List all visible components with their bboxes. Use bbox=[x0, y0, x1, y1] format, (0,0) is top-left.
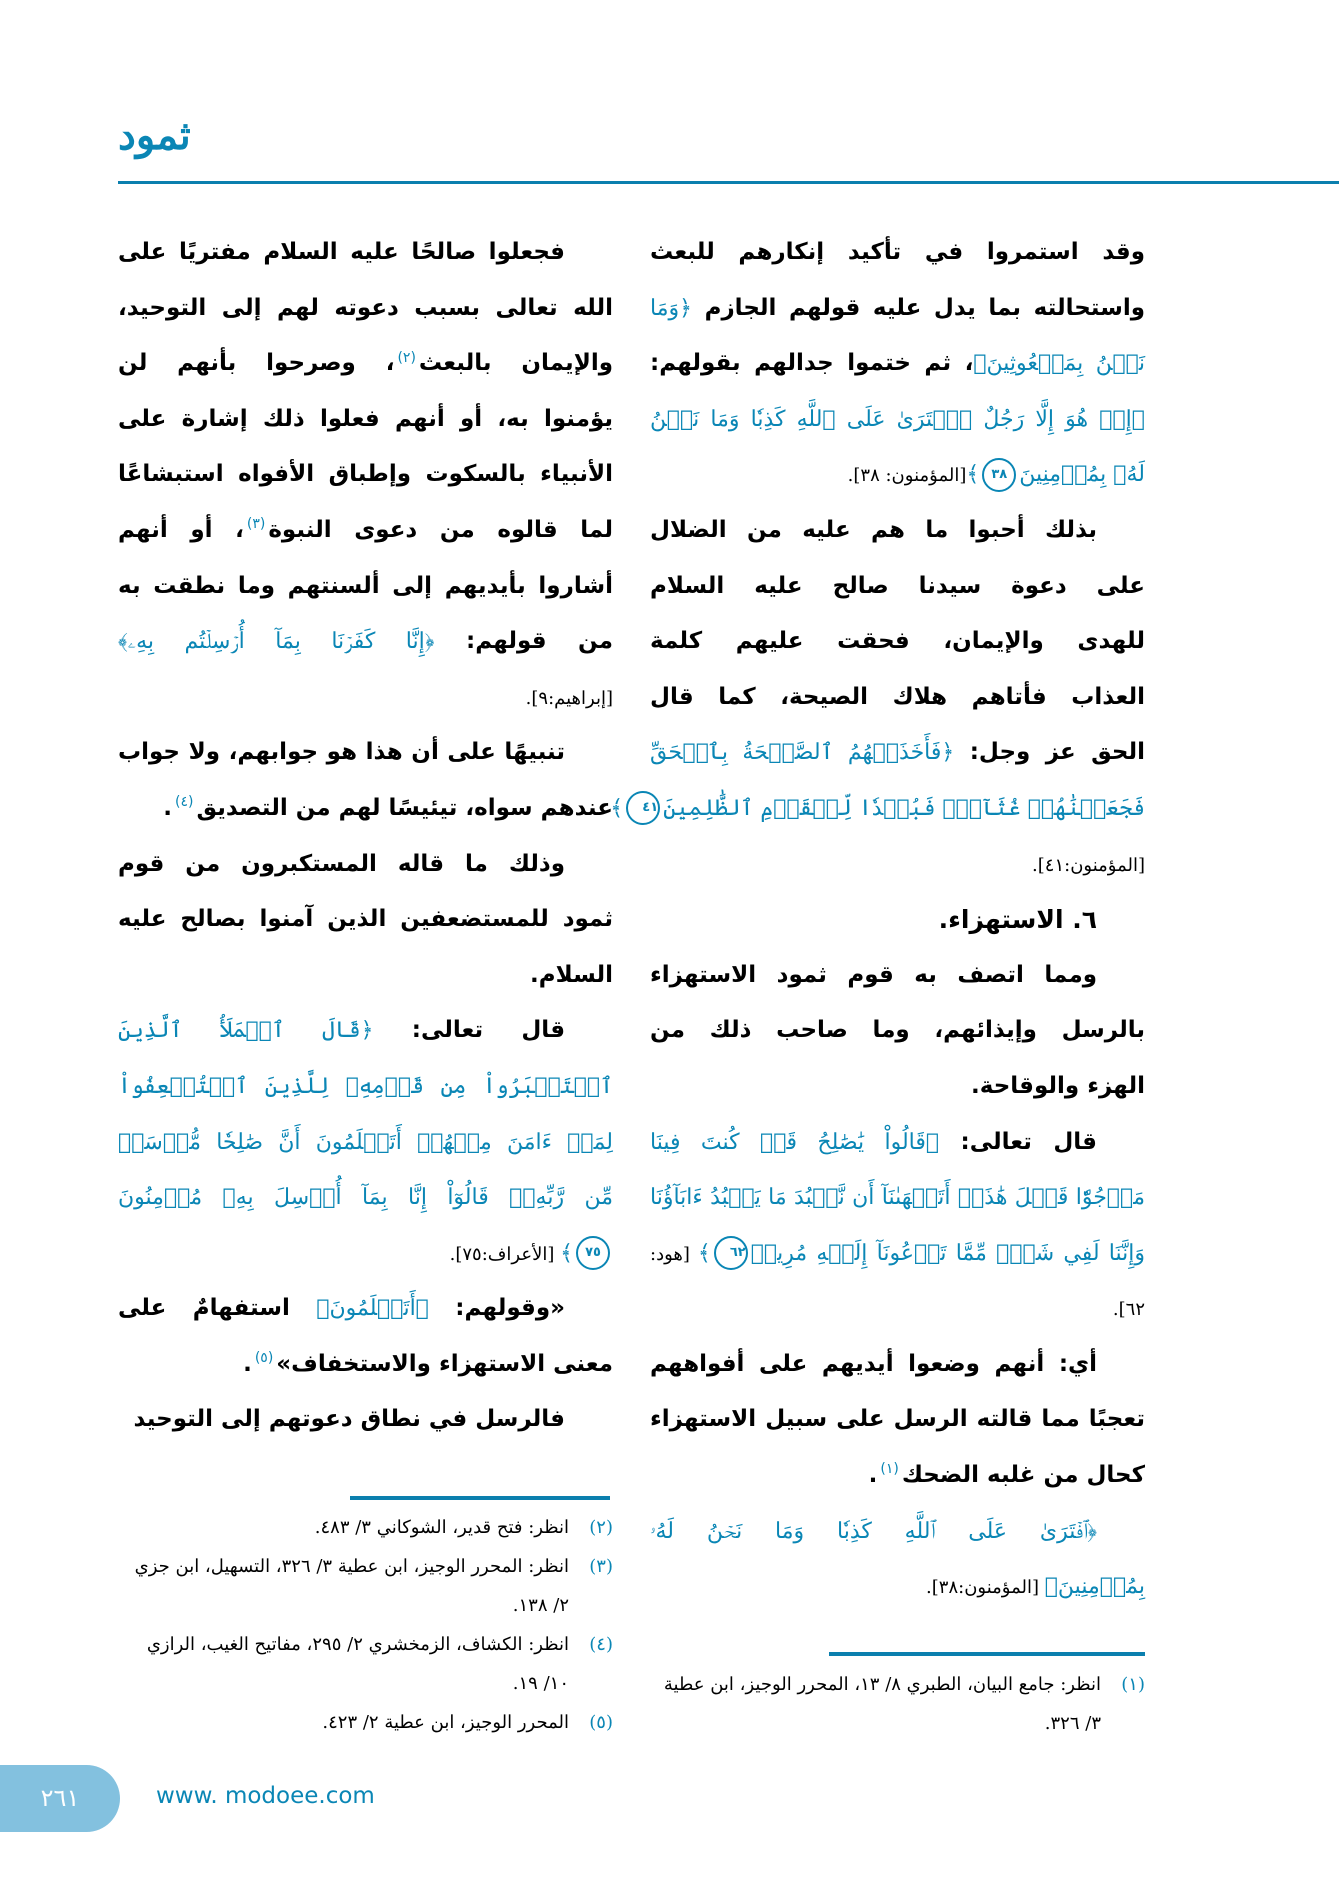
footnotes-left bbox=[118, 1508, 613, 1742]
body-text: فجعلوا صالحًا عليه السلام مفتريًا على bbox=[118, 239, 565, 265]
body-text: وقد استمروا في تأكيد إنكارهم للبعث bbox=[650, 239, 1145, 265]
text-line bbox=[650, 1281, 1145, 1337]
body-text: ، ثم ختموا جدالهم بقولهم: bbox=[650, 350, 974, 377]
text-line bbox=[650, 1559, 1145, 1615]
quran-verse: ﴿قَالَ ٱلۡمَلَأُ ٱلَّذِينَ bbox=[118, 1018, 374, 1044]
body-text: معنى الاستهزاء والاستخفاف» bbox=[276, 1350, 613, 1377]
header-divider bbox=[118, 181, 1339, 184]
text-line bbox=[118, 1281, 613, 1337]
body-text: لما قالوه من دعوى النبوة bbox=[268, 516, 613, 543]
text-line bbox=[650, 1115, 1145, 1171]
quran-verse: ﴾ bbox=[610, 795, 624, 821]
quran-verse: نَحۡنُ بِمَبۡعُوثِينَ﴾ bbox=[973, 351, 1145, 377]
body-text: قال تعالى: bbox=[373, 1017, 566, 1044]
footnote-marker[interactable]: (٣) bbox=[246, 516, 266, 533]
text-line bbox=[118, 1337, 613, 1393]
body-text: العذاب فأتاهم هلاك الصيحة، كما قال bbox=[650, 683, 1145, 710]
text-line bbox=[650, 1226, 1145, 1282]
body-text: أشاروا بأيديهم إلى ألسنتهم وما نطقت به bbox=[118, 572, 613, 599]
quran-verse: مَرۡجُوّٗا قَبۡلَ هَٰذَآۖ أَتَنۡهَىٰنَآ أَن نَّعۡبُدَ مَا يَعۡبُدُ ءَابَآؤُنَا bbox=[650, 1185, 1145, 1211]
footnote bbox=[118, 1508, 613, 1547]
quran-verse: وَإِنَّنَا لَفِي شَكّٖ مِّمَّا تَدۡعُونَآ إِلَيۡهِ مُرِيبٖ bbox=[750, 1240, 1145, 1266]
body-text: الله تعالى بسبب دعوته لهم إلى التوحيد، bbox=[118, 294, 613, 321]
text-line bbox=[118, 392, 613, 448]
quran-verse: ٱسۡتَكۡبَرُواْ مِن قَوۡمِهِۦ لِلَّذِينَ ٱسۡتُضۡعِفُواْ bbox=[118, 1073, 613, 1099]
text-line bbox=[118, 1392, 613, 1448]
text-line bbox=[650, 670, 1145, 726]
body-text: تعجبًا مما قالته الرسل على سبيل الاستهزاء bbox=[650, 1406, 1145, 1433]
body-text: قال تعالى: bbox=[939, 1128, 1097, 1155]
text-line bbox=[118, 1226, 613, 1282]
footnote-text: انظر: جامع البيان، الطبري ٨/ ١٣، المحرر الوجيز، ابن عطية ٣/ ٣٢٦. bbox=[663, 1674, 1101, 1734]
verse-reference: [المؤمنون:٤١]. bbox=[1032, 854, 1145, 876]
footnote-divider-left bbox=[350, 1496, 610, 1500]
body-text: ، أو أنهم bbox=[118, 516, 244, 543]
quran-verse: ﴿فَأَخَذَتۡهُمُ ٱلصَّيۡحَةُ بِٱلۡحَقِّ bbox=[650, 740, 955, 766]
footnote bbox=[118, 1703, 613, 1742]
body-text: فالرسل في نطاق دعوتهم إلى التوحيد bbox=[133, 1406, 565, 1433]
body-text: تنبيهًا على أن هذا هو جوابهم، ولا جواب bbox=[118, 739, 565, 766]
text-line bbox=[118, 336, 613, 392]
verse-reference: ٦٢]. bbox=[1112, 1299, 1145, 1321]
text-line bbox=[118, 892, 613, 948]
footnote-text: انظر: المحرر الوجيز، ابن عطية ٣/ ٣٢٦، التسهيل، ابن جزي ٢/ ١٣٨. bbox=[134, 1556, 569, 1616]
text-line bbox=[650, 503, 1145, 559]
body-text: للهدى والإيمان، فحقت عليهم كلمة bbox=[650, 628, 1145, 655]
text-line bbox=[118, 614, 613, 670]
body-text: . bbox=[868, 1462, 878, 1489]
text-line bbox=[118, 670, 613, 726]
text-line bbox=[118, 225, 613, 281]
quran-verse: لَهُۥ بِمُؤۡمِنِينَ bbox=[1019, 462, 1145, 488]
text-line bbox=[118, 503, 613, 559]
ayah-number: ٣٨ bbox=[982, 458, 1016, 492]
body-text: الأنبياء بالسكوت وإطباق الأفواه استبشاعًا bbox=[118, 461, 613, 488]
quran-verse: ﴿قَالُواْ يَٰصَٰلِحُ قَدۡ كُنتَ فِينَا bbox=[650, 1129, 940, 1155]
text-line bbox=[650, 281, 1145, 337]
footnote-text: انظر: الكشاف، الزمخشري ٢/ ٢٩٥، مفاتيح الغيب، الرازي ١٠/ ١٩. bbox=[146, 1634, 569, 1694]
body-text: واستحالته بما يدل عليه قولهم الجازم bbox=[692, 294, 1145, 321]
quran-verse: ﴿وَمَا bbox=[650, 295, 693, 321]
body-text: . bbox=[243, 1350, 252, 1377]
text-line bbox=[650, 225, 1145, 281]
quran-verse: ﴿إِنَّا كَفَرۡنَا بِمَآ أُرۡسِلۡتُم بِهِۦ﴾ bbox=[118, 629, 435, 655]
body-text: الحق عز وجل: bbox=[954, 739, 1145, 766]
verse-reference: [هود: bbox=[650, 1243, 698, 1265]
quran-verse: فَجَعَلۡنَٰهُمۡ غُثَآءٗۚ فَبُعۡدٗا لِّلۡقَوۡمِ ٱلظَّٰلِمِينَ bbox=[663, 795, 1145, 821]
footnote-number: (٤) bbox=[589, 1634, 613, 1655]
text-line bbox=[650, 1448, 1145, 1504]
text-line bbox=[650, 1392, 1145, 1448]
quran-verse: ﴿ٱفۡتَرَىٰ عَلَى ٱللَّهِ كَذِبٗا وَمَا نَحۡنُ لَهُۥ bbox=[650, 1518, 1097, 1544]
website-link[interactable]: www. modoee.com bbox=[156, 1783, 375, 1809]
text-line bbox=[118, 1003, 613, 1059]
footnote-text: انظر: فتح قدير، الشوكاني ٣/ ٤٨٣. bbox=[314, 1517, 569, 1538]
quran-verse: لِمَنۡ ءَامَنَ مِنۡهُمۡ أَتَعۡلَمُونَ أَنَّ صَٰلِحٗا مُّرۡسَلٞ bbox=[118, 1129, 613, 1155]
footnote-number: (٥) bbox=[589, 1712, 613, 1733]
chapter-title: ثمود bbox=[118, 112, 191, 159]
ayah-number: ٧٥ bbox=[576, 1236, 610, 1270]
text-line bbox=[610, 781, 1145, 837]
text-line bbox=[118, 559, 613, 615]
footnote-number: (١) bbox=[1121, 1674, 1145, 1695]
body-text: ، وصرحوا بأنهم لن bbox=[118, 350, 395, 377]
quran-verse: ﴾ bbox=[966, 462, 980, 488]
text-line bbox=[118, 1115, 613, 1171]
text-line bbox=[650, 725, 1145, 781]
footnote bbox=[650, 1665, 1145, 1743]
text-line bbox=[118, 837, 613, 893]
text-line bbox=[650, 392, 1145, 448]
text-line bbox=[650, 1003, 1145, 1059]
body-text: الهزء والوقاحة. bbox=[971, 1072, 1145, 1099]
text-line bbox=[118, 1170, 613, 1226]
body-text: استفهامٌ على bbox=[118, 1295, 317, 1322]
footnote-number: (٣) bbox=[589, 1556, 613, 1577]
footnote-text: المحرر الوجيز، ابن عطية ٢/ ٤٢٣. bbox=[322, 1712, 569, 1733]
text-line bbox=[650, 1337, 1145, 1393]
body-text: . bbox=[163, 794, 173, 821]
footnote bbox=[118, 1625, 613, 1703]
body-text: ثمود للمستضعفين الذين آمنوا بصالح عليه bbox=[118, 906, 613, 933]
body-text: كحال من غلبه الضحك bbox=[901, 1462, 1145, 1489]
left-column bbox=[118, 225, 613, 1448]
text-line bbox=[650, 559, 1145, 615]
body-text: أي: أنهم وضعوا أيديهم على أفواههم bbox=[650, 1350, 1097, 1377]
quran-verse: مِّن رَّبِّهِۦۚ قَالُوٓاْ إِنَّا بِمَآ أُرۡسِلَ بِهِۦ مُؤۡمِنُونَ bbox=[118, 1185, 613, 1211]
body-text: والإيمان بالبعث bbox=[418, 350, 614, 377]
body-text: من قولهم: bbox=[434, 628, 613, 655]
verse-reference: [إبراهيم:٩]. bbox=[525, 687, 613, 709]
verse-reference: [الأعراف:٧٥]. bbox=[449, 1243, 561, 1265]
footnote-marker[interactable]: (٤) bbox=[175, 794, 194, 811]
body-text: «وقولهم: bbox=[428, 1295, 565, 1322]
body-text: ومما اتصف به قوم ثمود الاستهزاء bbox=[650, 961, 1097, 988]
text-line bbox=[650, 447, 1145, 503]
verse-reference: [المؤمنون: ٣٨]. bbox=[847, 465, 967, 487]
footnote bbox=[118, 1547, 613, 1625]
text-line bbox=[650, 1504, 1145, 1560]
text-line bbox=[650, 614, 1145, 670]
footnote-marker[interactable]: (١) bbox=[880, 1461, 899, 1478]
quran-verse: ﴿إِنۡ هُوَ إِلَّا رَجُلٌ ٱفۡتَرَىٰ عَلَى ٱللَّهِ كَذِبٗا وَمَا نَحۡنُ bbox=[650, 406, 1145, 432]
footnote-number: (٢) bbox=[589, 1517, 613, 1538]
text-line bbox=[650, 948, 1145, 1004]
body-text: على دعوة سيدنا صالح عليه السلام bbox=[650, 572, 1145, 599]
ayah-number: ٦٢ bbox=[714, 1236, 748, 1270]
body-text: يؤمنوا به، أو أنهم فعلوا ذلك إشارة على bbox=[118, 405, 613, 432]
quran-verse: ﴾ bbox=[560, 1240, 573, 1266]
footnote-marker[interactable]: (٢) bbox=[397, 349, 416, 366]
body-text: بذلك أحبوا ما هم عليه من الضلال bbox=[650, 516, 1097, 543]
text-line bbox=[118, 1059, 613, 1115]
text-line bbox=[650, 892, 1145, 948]
text-line bbox=[118, 725, 613, 781]
verse-reference: [المؤمنون:٣٨]. bbox=[926, 1577, 1045, 1599]
text-line bbox=[118, 447, 613, 503]
page-number-badge: ٢٦١ bbox=[0, 1765, 120, 1832]
right-column bbox=[610, 225, 1145, 1615]
body-text: السلام. bbox=[530, 961, 613, 988]
ayah-number: ٤١ bbox=[626, 791, 660, 825]
quran-verse: بِمُؤۡمِنِينَ﴾ bbox=[1044, 1574, 1145, 1600]
text-line bbox=[118, 781, 613, 837]
quran-verse: ﴿أَتَعۡلَمُونَ﴾ bbox=[316, 1296, 429, 1322]
quran-verse: ﴾ bbox=[697, 1240, 711, 1266]
text-line bbox=[118, 948, 613, 1004]
footnote-divider-right bbox=[829, 1652, 1145, 1656]
text-line bbox=[650, 837, 1145, 893]
text-line bbox=[650, 336, 1145, 392]
section-heading: ٦. الاستهزاء. bbox=[938, 905, 1097, 935]
body-text: بالرسل وإيذائهم، وما صاحب ذلك من bbox=[650, 1017, 1145, 1044]
body-text: عندهم سواه، تيئيسًا لهم من التصديق bbox=[196, 794, 613, 821]
body-text: وذلك ما قاله المستكبرون من قوم bbox=[118, 850, 565, 877]
text-line bbox=[650, 1059, 1145, 1115]
footnote-marker[interactable]: (٥) bbox=[254, 1350, 274, 1367]
text-line bbox=[118, 281, 613, 337]
text-line bbox=[650, 1170, 1145, 1226]
footnotes-right bbox=[650, 1665, 1145, 1743]
